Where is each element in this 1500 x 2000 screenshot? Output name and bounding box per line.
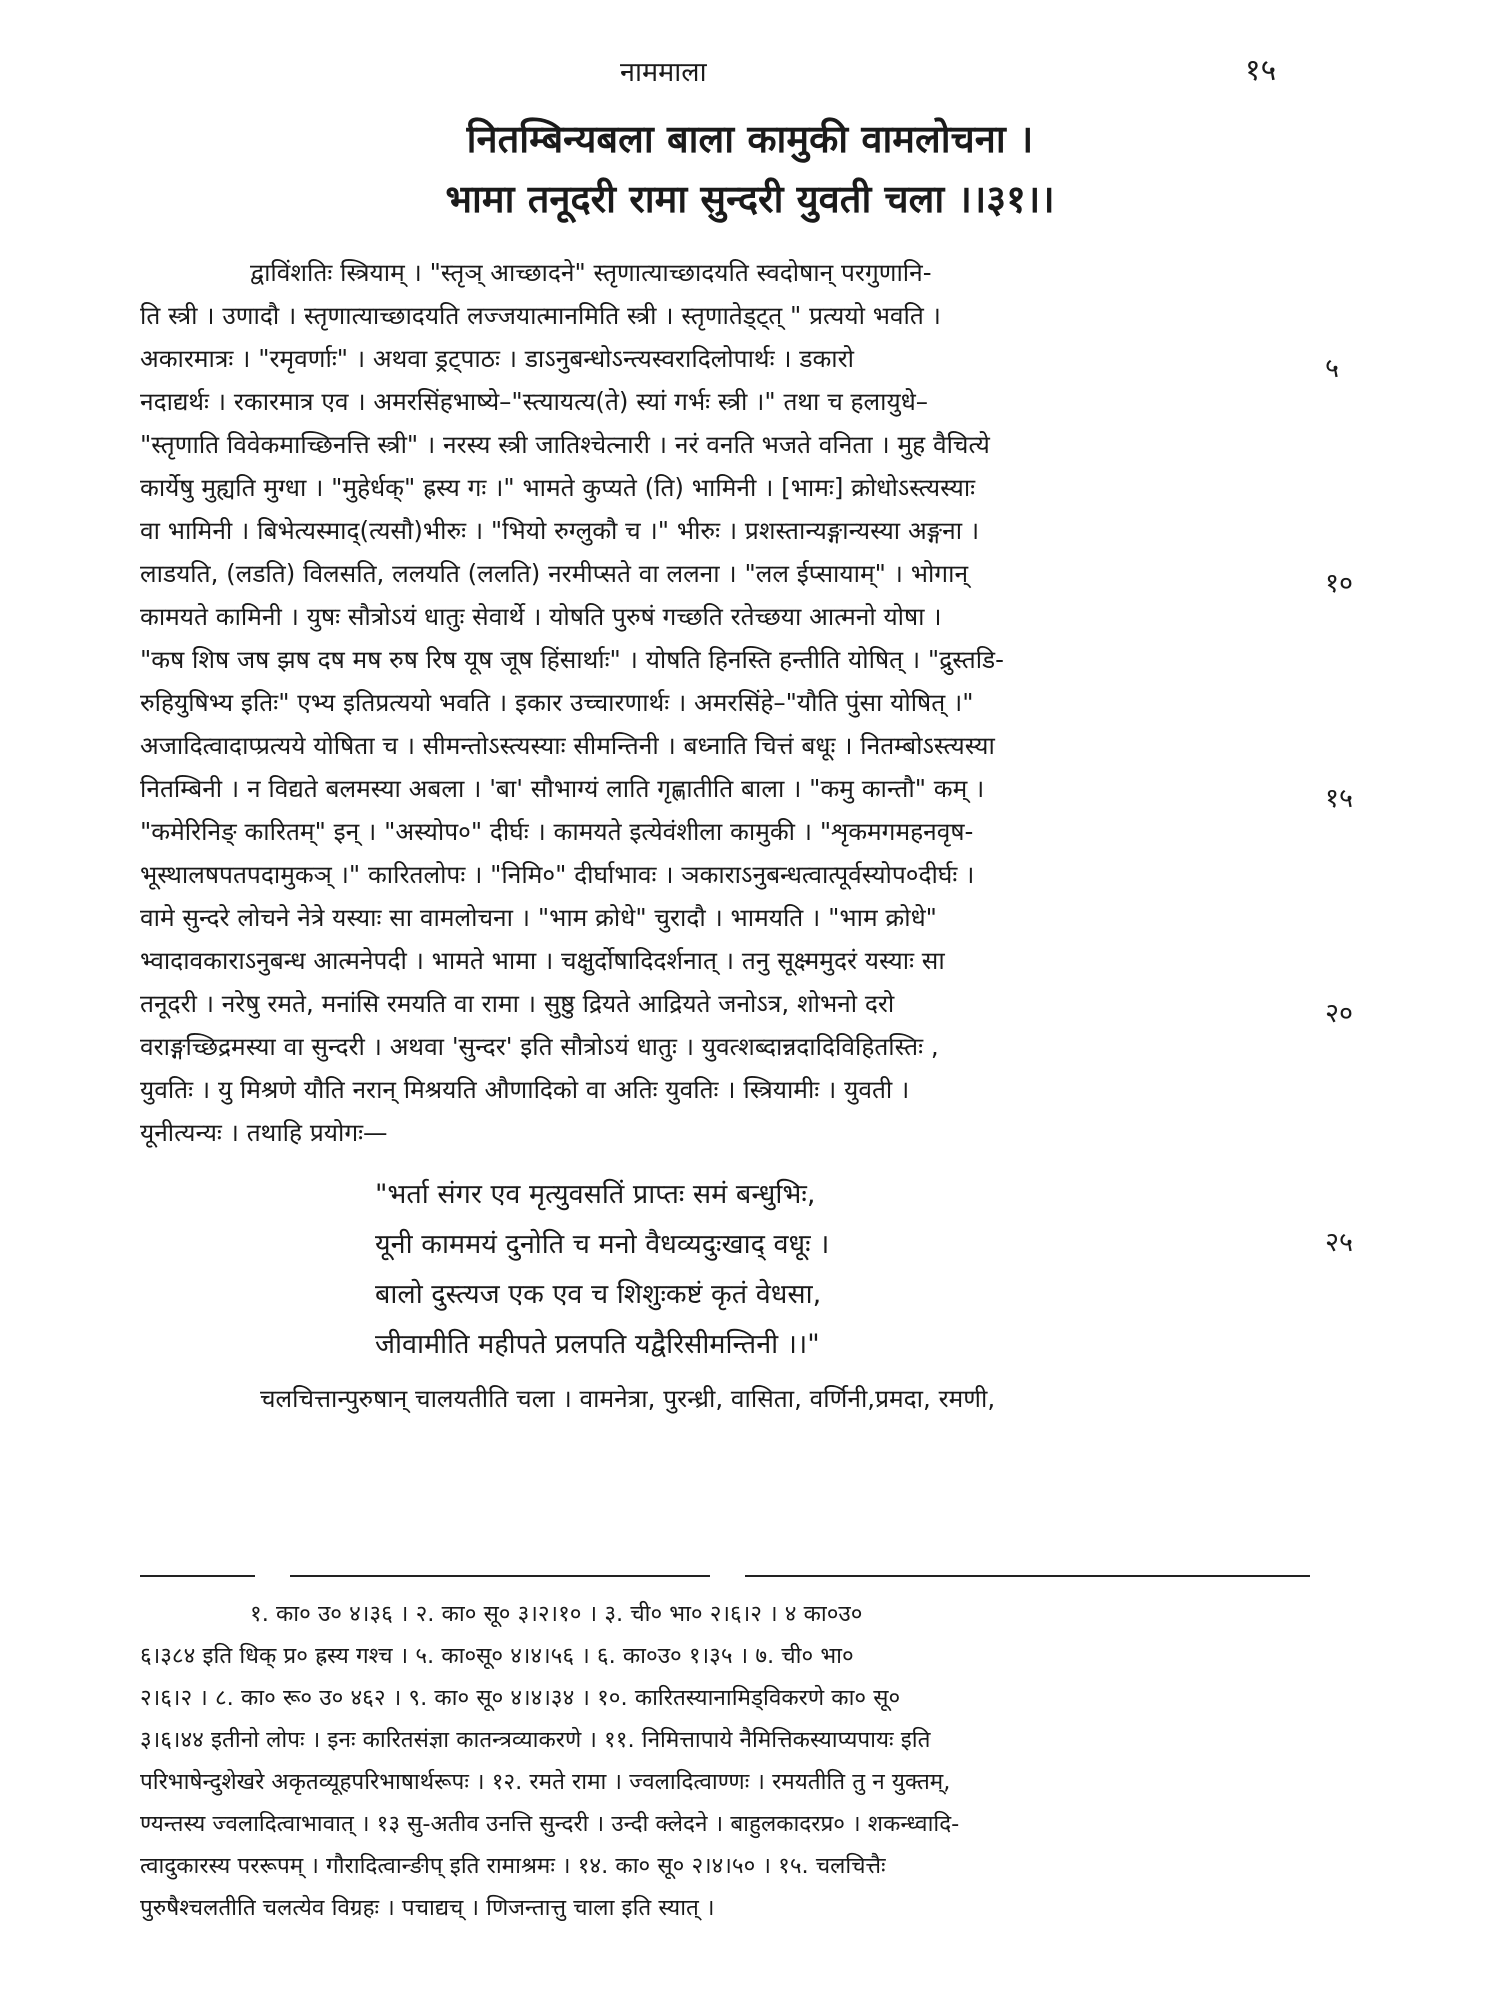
commentary-line: तनूदरी । नरेषु रमते, मनांसि रमयति वा रामा । सुष्ठु द्रियते आद्रियते जनोऽत्र, शोभनो दरो [140, 989, 895, 1018]
commentary-line: वामे सुन्दरे लोचने नेत्रे यस्याः सा वामलोचना । "भाम क्रोधे" चुरादौ । भामयति । "भाम क्रोधे" [140, 903, 937, 932]
footnote-line: २।६।२ । ८. का० रू० उ० ४६२ । ९. का० सू० ४।४।३४ । १०. कारितस्यानामिड्विकरणे का० सू० [140, 1685, 901, 1711]
commentary-line: युवतिः । यु मिश्रणे यौति नरान् मिश्रयति औणादिको वा अतिः युवतिः । स्त्रियामीः । युवती । [140, 1075, 910, 1104]
commentary-line: "कष शिष जष झष दष मष रुष रिष यूष जूष हिंसार्थाः" । योषति हिनस्ति हन्तीति योषित् । "द्रुस्तडि- [140, 645, 1005, 674]
footnote-rule [290, 1575, 710, 1577]
footnote-line: पुरुषैश्चलतीति चलत्येव विग्रहः । पचाद्यच् । णिजन्तात्तु चाला इति स्यात् । [140, 1895, 715, 1921]
commentary-line: द्वाविंशतिः स्त्रियाम् । "स्तृञ् आच्छादने" स्तृणात्याच्छादयति स्वदोषान् परगुणानि- [250, 258, 932, 287]
commentary-line: कार्येषु मुह्यति मुग्धा । "मुहेर्धक्" ह्रस्य गः ।" भामते कुप्यते (ति) भामिनी । [भामः] क्रोधोऽस्त्यस्याः [140, 473, 976, 502]
line-number: ५ [1325, 353, 1340, 384]
footnote-line: ३।६।४४ इतीनो लोपः । इनः कारितसंज्ञा कातन्त्रव्याकरणे । ११. निमित्तापाये नैमित्तिकस्याप्यपायः इति [140, 1727, 931, 1753]
footnote-rule [745, 1575, 1310, 1577]
quoted-verse-line: "भर्ता संगर एव मृत्युवसतिं प्राप्तः समं बन्धुभिः, [375, 1179, 816, 1210]
commentary-line: भूस्थालषपतपदामुकञ् ।" कारितलोपः । "निमि०" दीर्घाभावः । ञकाराऽनुबन्धत्वात्पूर्वस्योप०दीर्घः । [140, 860, 975, 889]
line-number: २० [1325, 998, 1354, 1029]
commentary-line: लाडयति, (लडति) विलसति, ललयति (ललति) नरमीप्सते वा ललना । "लल ईप्सायाम्" । भोगान् [140, 559, 969, 588]
line-number: १५ [1325, 783, 1354, 814]
commentary-line: अजादित्वादाप्प्रत्यये योषिता च । सीमन्तोऽस्त्यस्याः सीमन्तिनी । बध्नाति चित्तं बधूः । नितम्बोऽस्त्यस्या [140, 731, 995, 760]
commentary-line: वा भामिनी । बिभेत्यस्माद्(त्यसौ)भीरुः । "भियो रुग्लुकौ च ।" भीरुः । प्रशस्तान्यङ्गान्यस्या अङ्गना । [140, 516, 980, 545]
commentary-line: अकारमात्रः । "रमृवर्णाः" । अथवा ड्रट्पाठः । डाऽनुबन्धोऽन्त्यस्वरादिलोपार्थः । डकारो [140, 344, 855, 373]
commentary-line: नदाद्यर्थः । रकारमात्र एव । अमरसिंहभाष्ये–"स्त्यायत्य(ते) स्यां गर्भः स्त्री ।" तथा च हलायुधे– [140, 387, 929, 416]
quoted-verse-line: जीवामीति महीपते प्रलपति यद्वैरिसीमन्तिनी ।।" [375, 1329, 820, 1360]
footnote-line: परिभाषेन्दुशेखरे अकृतव्यूहपरिभाषार्थरूपः । १२. रमते रामा । ज्वलादित्वाण्णः । रमयतीति तु न युक्तम्, [140, 1769, 951, 1795]
footnote-line: १. का० उ० ४।३६ । २. का० सू० ३।२।१० । ३. ची० भा० २।६।२ । ४ का०उ० [250, 1601, 863, 1627]
line-number: १० [1325, 568, 1354, 599]
quoted-verse-line: यूनी काममयं दुनोति च मनो वैधव्यदुःखाद् वधूः । [375, 1229, 830, 1260]
footnote-rule [140, 1575, 255, 1577]
quoted-verse-line: बालो दुस्त्यज एक एव च शिशुःकष्टं कृतं वेधसा, [375, 1279, 822, 1310]
line-number: २५ [1325, 1227, 1354, 1258]
commentary-line: "कमेरिनिङ् कारितम्" इन् । "अस्योप०" दीर्घः । कामयते इत्येवंशीला कामुकी । "शृकमगमहनवृष- [140, 817, 974, 846]
commentary-line: "स्तृणाति विवेकमाच्छिनत्ति स्त्री" । नरस्य स्त्री जातिश्चेत्नारी । नरं वनति भजते वनिता । मुह वैचित्ये [140, 430, 990, 459]
commentary-line: भ्वादावकाराऽनुबन्ध आत्मनेपदी । भामते भामा । चक्षुर्दोषादिदर्शनात् । तनु सूक्ष्ममुदरं यस्याः सा [140, 946, 945, 975]
footnote-line: ६।३८४ इति धिक् प्र० ह्रस्य गश्च । ५. का०सू० ४।४।५६ । ६. का०उ० १।३५ । ७. ची० भा० [140, 1643, 854, 1669]
running-header: नाममाला [620, 57, 707, 88]
footnote-line: त्वादुकारस्य पररूपम् । गौरादित्वान्ङीप् इति रामाश्रमः । १४. का० सू० २।४।५० । १५. चलचित्तैः [140, 1853, 886, 1879]
commentary-line: ति स्त्री । उणादौ । स्तृणात्याच्छादयति लज्जयात्मानमिति स्त्री । स्तृणातेड्ट्त् " प्रत्ययो भवति । [140, 301, 941, 330]
commentary-line: वराङ्गच्छिद्रमस्या वा सुन्दरी । अथवा 'सुन्दर' इति सौत्रोऽयं धातुः । युवत्शब्दान्नदादिविहितस्तिः , [140, 1032, 939, 1061]
verse-line: भामा तनूदरी रामा सुन्दरी युवती चला ।।३१।। [445, 177, 1055, 221]
closing-line: चलचित्तान्पुरुषान् चालयतीति चला । वामनेत्रा, पुरन्ध्री, वासिता, वर्णिनी,प्रमदा, रमणी, [260, 1384, 996, 1413]
commentary-line: रुहियुषिभ्य इतिः" एभ्य इतिप्रत्ययो भवति । इकार उच्चारणार्थः । अमरसिंहे–"यौति पुंसा योषित् ।" [140, 688, 974, 717]
commentary-line: कामयते कामिनी । युषः सौत्रोऽयं धातुः सेवार्थे । योषति पुरुषं गच्छति रतेच्छया आत्मनो योषा । [140, 602, 942, 631]
page-number: १५ [1245, 53, 1277, 88]
footnote-line: ण्यन्तस्य ज्वलादित्वाभावात् । १३ सु-अतीव उनत्ति सुन्दरी । उन्दी क्लेदने । बाहुलकादरप्र० । शकन्ध्वादि- [140, 1811, 960, 1837]
commentary-line: नितम्बिनी । न विद्यते बलमस्या अबला । 'बा' सौभाग्यं लाति गृह्णातीति बाला । "कमु कान्तौ" कम् । [140, 774, 985, 803]
commentary-line: यूनीत्यन्यः । तथाहि प्रयोगः— [140, 1118, 388, 1147]
verse-line: नितम्बिन्यबला बाला कामुकी वामलोचना । [466, 117, 1034, 161]
